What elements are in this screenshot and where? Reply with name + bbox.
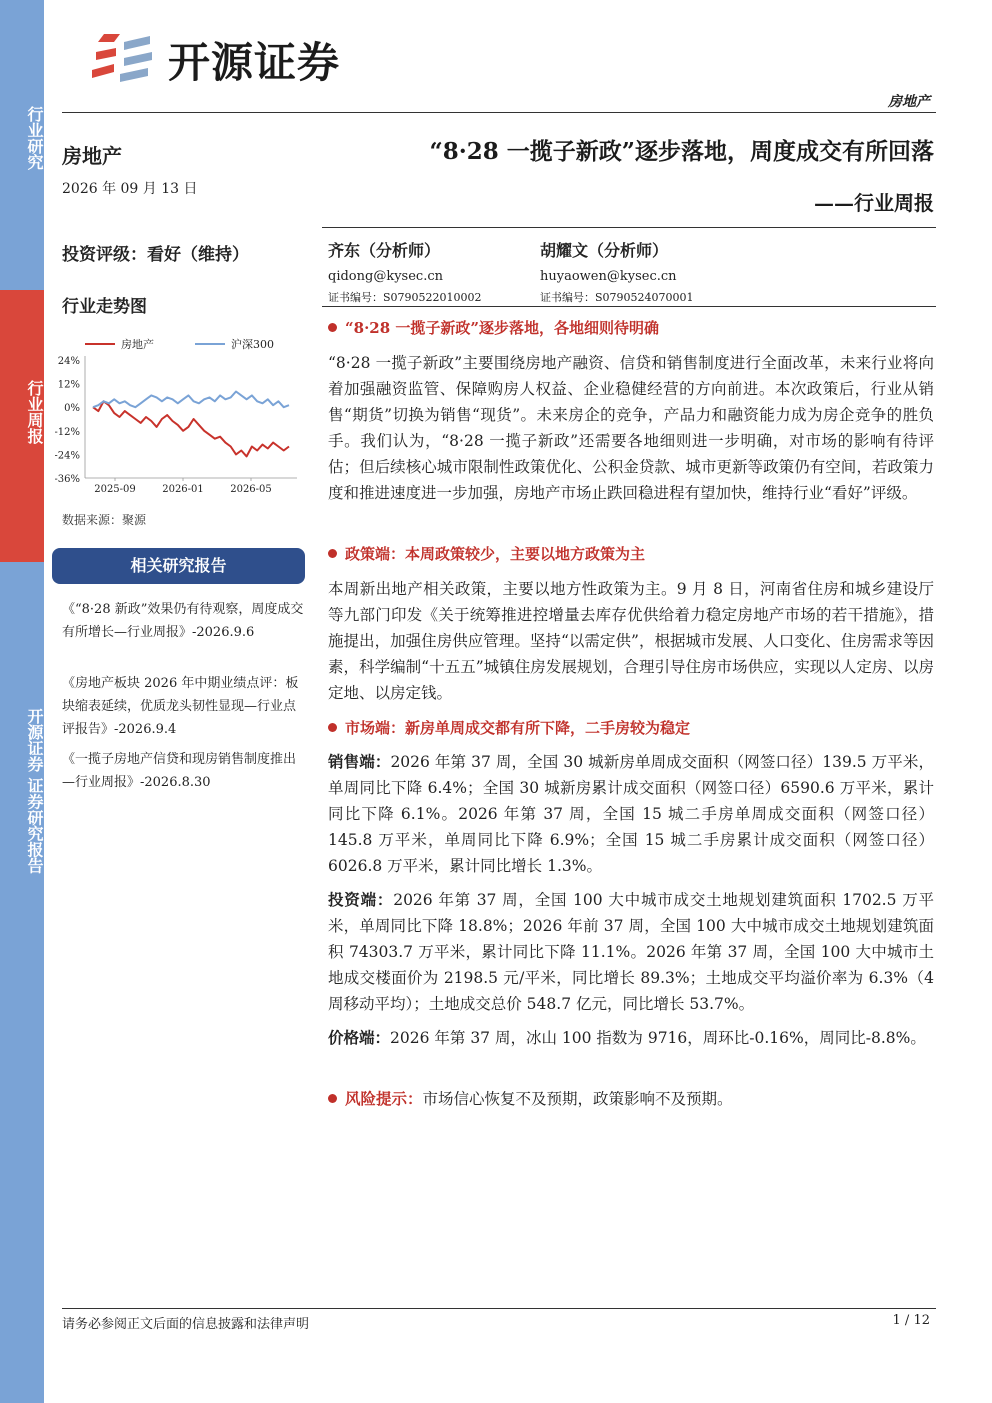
category-tag: 房地产 [888, 94, 930, 110]
trend-chart-title: 行业走势图 [62, 297, 147, 317]
footer-divider [62, 1308, 936, 1309]
trend-chart-svg [55, 330, 305, 505]
y-tick-label: 0% [64, 403, 80, 415]
investment-label: 投资端： [328, 890, 394, 909]
analyst-cert: 证书编号：S0790522010002 [328, 291, 482, 304]
section-heading-market [328, 717, 934, 738]
section-heading-text: 政策端：本周政策较少，主要以地方政策为主 [345, 545, 646, 563]
report-title: “8·28 一揽子新政”逐步落地，周度成交有所回落 [429, 138, 934, 165]
risk-warning [328, 1087, 733, 1109]
chart-source: 数据来源：聚源 [62, 513, 147, 527]
sidebar-label-industry-research: 行业研究 [25, 106, 44, 170]
bullet-icon [328, 723, 337, 732]
sales-label: 销售端： [328, 752, 391, 771]
sidebar-label-company: 开源证券 证券研究报告 [25, 708, 44, 874]
legend-label: 房地产 [121, 338, 154, 351]
y-tick-label: -36% [55, 474, 80, 485]
investment-text: 2026 年第 37 周，全国 100 大中城市成交土地规划建筑面积 1702.5 万平米，单周同比下降 18.8%；2026 年前 37 周，全国 100 大中城市成交土地规划建筑面积 74303.7 万平米，累计同比下降 11.1%。2026 年第 37 周，全国 100 大中城市土地成交楼面价为 2198.5 元/平米，同比增长 89.3%；土地成交平均溢价率为 6.3%（4 周移动平均）；土地成交总价 548.7 亿元，同比增长 53.7%。 [328, 891, 934, 1013]
series-line [93, 392, 289, 408]
investment-paragraph [328, 887, 934, 1017]
sales-text: 2026 年第 37 周，全国 30 城新房单周成交面积（网签口径）139.5 万平米，单周同比下降 6.4%；全国 30 城新房累计成交面积（网签口径）6590.6 万平米，累计同比下降 6.1%。2026 年第 37 周，全国 15 城二手房单周成交面积（网签口径）145.8 万平米，单周同比下降 6.9%；全国 15 城二手房累计成交面积（网签口径）6026.8 万平米，累计同比增长 1.3%。 [328, 753, 934, 875]
brand-name: 开源证券 [168, 38, 341, 87]
analyst-card [540, 238, 694, 305]
y-tick-label: 24% [57, 356, 80, 367]
section-body-new-policy: “8·28 一揽子新政”主要围绕房地产融资、信贷和销售制度进行全面改革，未来行业将向着加强融资监管、保障购房人权益、企业稳健经营的方向前进。本次政策后，行业从销售“期货”切换为销售“现货”。未来房企的竞争，产品力和融资能力成为房企竞争的胜负手。我们认为，“8·28 一揽子新政”还需要各地细则进一步明确，对市场的影响有待评估；但后续核心城市限制性政策优化、公积金贷款、城市更新等政策仍有空间，若政策力度和推进速度进一步加强，房地产市场止跌回稳进程有望加快，维持行业“看好”评级。 [328, 354, 934, 502]
x-tick-label: 2025-09 [94, 484, 136, 495]
price-label: 价格端： [328, 1028, 391, 1047]
header-divider [62, 112, 936, 113]
section-heading-policy [328, 543, 934, 564]
y-tick-label: 12% [57, 379, 80, 391]
x-tick-label: 2026-01 [162, 484, 204, 495]
risk-label: 风险提示： [345, 1089, 423, 1108]
section-heading-text: 市场端：新房单周成交都有所下降，二手房较为稳定 [345, 719, 691, 737]
investment-rating: 投资评级：看好（维持） [62, 245, 249, 265]
report-sector: 房地产 [62, 144, 122, 168]
analyst-name: 胡耀文（分析师） [540, 241, 669, 260]
y-tick-label: -24% [55, 450, 80, 462]
section-body-policy: 本周新出地产相关政策，主要以地方性政策为主。9 月 8 日，河南省住房和城乡建设厅等九部门印发《关于统筹推进控增量去库存优供给着力稳定房地产市场的若干措施》，措施提出，加强住房供应管理。坚持“以需定供”，根据城市发展、人口变化、住房需求等因素，科学编制“十五五”城镇住房发展规划，合理引导住房市场供应，实现以人定房、以房定地、以房定钱。 [328, 580, 934, 702]
analyst-divider [322, 306, 936, 307]
logo-mark-icon [90, 32, 156, 88]
analyst-name: 齐东（分析师） [328, 241, 441, 260]
trend-chart [55, 330, 305, 505]
sidebar-strip-bottom [0, 562, 44, 1403]
report-date: 2026 年 09 月 13 日 [62, 181, 198, 197]
report-subtitle: ——行业周报 [814, 191, 934, 215]
title-divider [322, 227, 936, 228]
related-reports-header: 相关研究报告 [52, 548, 305, 584]
section-heading-new-policy [328, 317, 934, 338]
analyst-cert: 证书编号：S0790524070001 [540, 291, 694, 304]
price-text: 2026 年第 37 周，冰山 100 指数为 9716，周环比-0.16%，周同比-8.8%。 [390, 1029, 926, 1047]
page-number: 1 / 12 [892, 1313, 930, 1328]
bullet-icon [328, 549, 337, 558]
related-report-item[interactable]: 《房地产板块 2026 年中期业绩点评：板块缩表延续，优质龙头韧性显现—行业点评报告》-2026.9.4 [62, 676, 299, 737]
risk-text: 市场信心恢复不及预期，政策影响不及预期。 [422, 1090, 733, 1108]
bullet-icon [328, 323, 337, 332]
footer-disclaimer: 请务必参阅正文后面的信息披露和法律声明 [62, 1317, 310, 1332]
y-tick-label: -12% [55, 426, 80, 438]
x-tick-label: 2026-05 [230, 484, 272, 495]
price-paragraph [328, 1025, 934, 1051]
bullet-icon [328, 1094, 337, 1103]
analyst-card [328, 238, 482, 305]
series-line [93, 401, 289, 456]
legend-label: 沪深300 [231, 338, 274, 351]
sales-paragraph [328, 749, 934, 879]
analyst-email[interactable]: huyaowen@kysec.cn [540, 269, 677, 284]
related-report-item[interactable]: 《一揽子房地产信贷和现房销售制度推出—行业周报》-2026.8.30 [62, 752, 297, 790]
section-heading-text: “8·28 一揽子新政”逐步落地，各地细则待明确 [345, 319, 660, 337]
company-logo [90, 30, 340, 90]
analyst-email[interactable]: qidong@kysec.cn [328, 269, 443, 284]
related-report-item[interactable]: 《“8·28 新政”效果仍有待观察，周度成交有所增长—行业周报》-2026.9.6 [62, 602, 304, 640]
sidebar-label-weekly: 行业周报 [25, 380, 44, 444]
